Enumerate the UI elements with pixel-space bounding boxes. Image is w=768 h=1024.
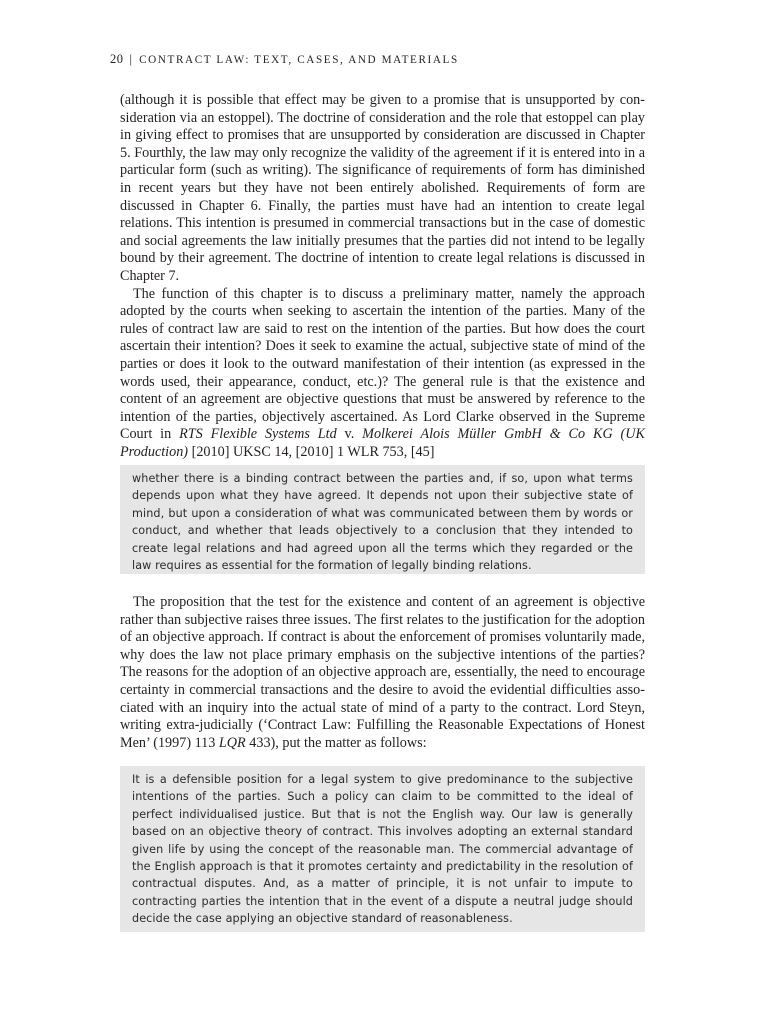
block-quote-2: It is a defensible position for a legal system to give predominance to the subjective intentions of the parties. Such a policy can claim to be committed to the ideal of perfect individualised justice. But that is not the English way. Our law is generally based on an objective theory of contract. This involves adopting an external standard given life by using the concept of the reasonable man. The commercial advantage of the English approach is that it promotes certainty and predictability in the resolution of contractual disputes. And, as a matter of principle, it is not unfair to impute to contracting parties the intention that in the event of a dispute a neutral judge should decide the case applying an objective standard of reasonableness. [120,766,645,932]
running-head [110,52,670,67]
body-text-block-2 [120,594,645,752]
journal-abbreviation: LQR [218,734,246,751]
case-versus: v. [336,426,363,443]
case-name-claimant: RTS Flexible Systems Ltd [179,426,337,443]
paragraph-3-end: 433), put the matter as follows: [245,734,427,751]
book-title: CONTRACT LAW: TEXT, CASES, AND MATERIALS [139,54,459,66]
page-number: 20 [110,52,124,66]
paragraph-1: (although it is possible that effect may be given to a promise that is unsupported by consideration via an estoppel). The doctrine of consideration and the role that estoppel can play in giving effect to promises that are unsupported by consideration are discussed in Chapter 5. Fourthly, the law may only recognize the validity of the agreement if it is entered into in a particular form (such as writing). The significance of requirements of form has diminished in recent years but they have not been entirely abolished. Requirements of form are discussed in Chapter 6. Finally, the parties must have had an intention to create legal relations. This intention is presumed in commercial transactions but in the case of domestic and social agreements the law initially presumes that the parties did not intend to be legally bound by their agreement. The doctrine of intention to create legal relations is discussed in Chapter 7. [120,92,645,284]
block-quote-1: whether there is a binding contract between the parties and, if so, upon what terms depends upon what they have agreed. It depends not upon their subjective state of mind, but upon a consideration of what was communicated between them by words or conduct, and whether that leads objectively to a conclusion that they intended to create legal relations and had agreed upon all the terms which they regarded or the law requires as essential for the formation of legally binding relations. [120,465,645,574]
paragraph-2 [120,286,645,462]
case-citation: [2010] UKSC 14, [2010] 1 WLR 753, [45] [188,443,435,460]
paragraph-2-text: The function of this chapter is to discuss a preliminary matter, namely the approach adopted by the courts when seeking to ascertain the intention of the parties. Many of the rules of contract law are said to rest on the intention of the parties. But how does the court ascertain their intention? Does it seek to examine the actual, subjective state of mind of the parties or does it look to the outward manifestation of their intention (as expressed in the words used, their appearance, conduct, etc.)? The general rule is that the existence and content of an agreement are objective questions that must be answered by reference to the intention of the parties, objectively ascertained. As Lord Clarke observed in the Supreme Court in [120,285,645,443]
case-name-defendant: Molkerei Alois Müller GmbH & Co KG (UK Production) [120,426,645,460]
paragraph-3-text: The proposition that the test for the existence and content of an agreement is objective rather than subjective raises three issues. The first relates to the justification for the adoption of an objective approach. If contract is about the enforcement of promises voluntarily made, why does the law not place primary emphasis on the subjective intentions of the parties? The reasons for the adoption of an objective approach are, essentially, the need to encourage certainty in commercial transactions and the desire to avoid the evidential difficulties associated with an inquiry into the actual state of mind of a party to the contract. Lord Steyn, writing extra-judicially (‘Contract Law: Fulfilling the Reasonable Expectations of Honest Men’ (1997) 113 [120,594,645,751]
paragraph-3 [120,594,645,752]
header-separator: | [129,52,134,66]
body-text-block-1 [120,92,645,461]
